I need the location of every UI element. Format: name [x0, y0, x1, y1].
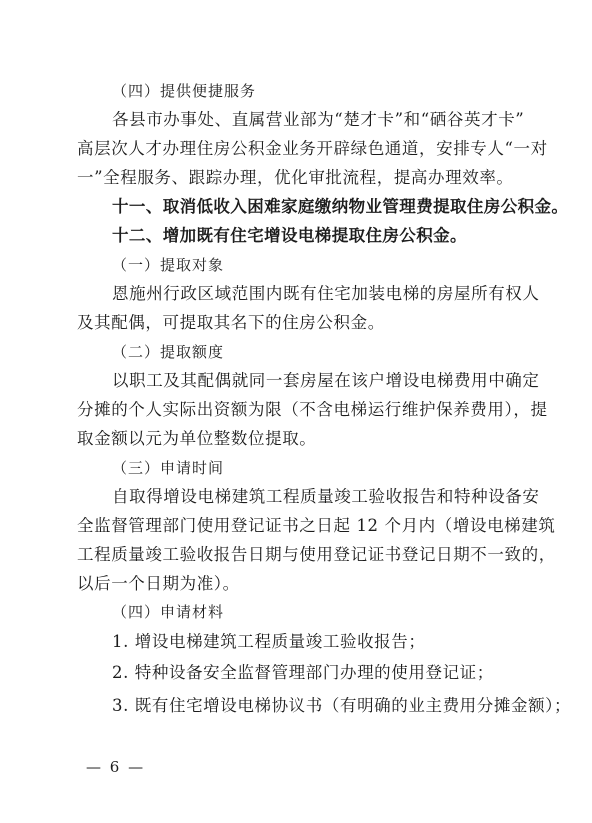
paragraph-line: 全监督管理部门使用登记证书之日起 12 个月内（增设电梯建筑 [77, 516, 556, 535]
section-heading-withdraw-amount: （二）提取额度 [112, 343, 225, 361]
paragraph-line: 高层次人才办理住房公积金业务开辟绿色通道，安排专人“一对 [77, 139, 548, 158]
paragraph-line: 取金额以元为单位整数位提取。 [77, 429, 317, 448]
list-item: 3. 既有住宅增设电梯协议书（有明确的业主费用分摊金额）； [112, 696, 572, 715]
paragraph-line: 分摊的个人实际出资额为限（不含电梯运行维护保养费用），提 [77, 400, 548, 419]
page-number: — 6 — [86, 758, 146, 776]
paragraph-line: 恩施州行政区域范围内既有住宅加装电梯的房屋所有权人 [112, 284, 540, 303]
section-heading-application-time: （三）申请时间 [112, 459, 225, 477]
paragraph-line: 自取得增设电梯建筑工程质量竣工验收报告和特种设备安 [112, 487, 540, 506]
list-item: 1. 增设电梯建筑工程质量竣工验收报告； [112, 632, 426, 651]
paragraph-line: 一”全程服务、跟踪办理，优化审批流程，提高办理效率。 [77, 168, 514, 187]
article-heading-11: 十一、取消低收入困难家庭缴纳物业管理费提取住房公积金。 [112, 197, 569, 216]
paragraph-line: 以职工及其配偶就同一套房屋在该户增设电梯费用中确定 [112, 371, 540, 390]
section-heading-provide-service: （四）提供便捷服务 [112, 82, 257, 100]
paragraph-line: 各县市办事处、直属营业部为“楚才卡”和“硒谷英才卡” [112, 110, 525, 129]
article-heading-12: 十二、增加既有住宅增设电梯提取住房公积金。 [112, 226, 467, 245]
paragraph-line: 以后一个日期为准）。 [77, 574, 240, 593]
section-heading-application-materials: （四）申请材料 [112, 603, 225, 621]
section-heading-withdraw-target: （一）提取对象 [112, 256, 225, 274]
list-item: 2. 特种设备安全监督管理部门办理的使用登记证； [112, 663, 494, 682]
paragraph-line: 及其配偶，可提取其名下的住房公积金。 [77, 313, 385, 332]
paragraph-line: 工程质量竣工验收报告日期与使用登记证书登记日期不一致的， [77, 545, 556, 564]
